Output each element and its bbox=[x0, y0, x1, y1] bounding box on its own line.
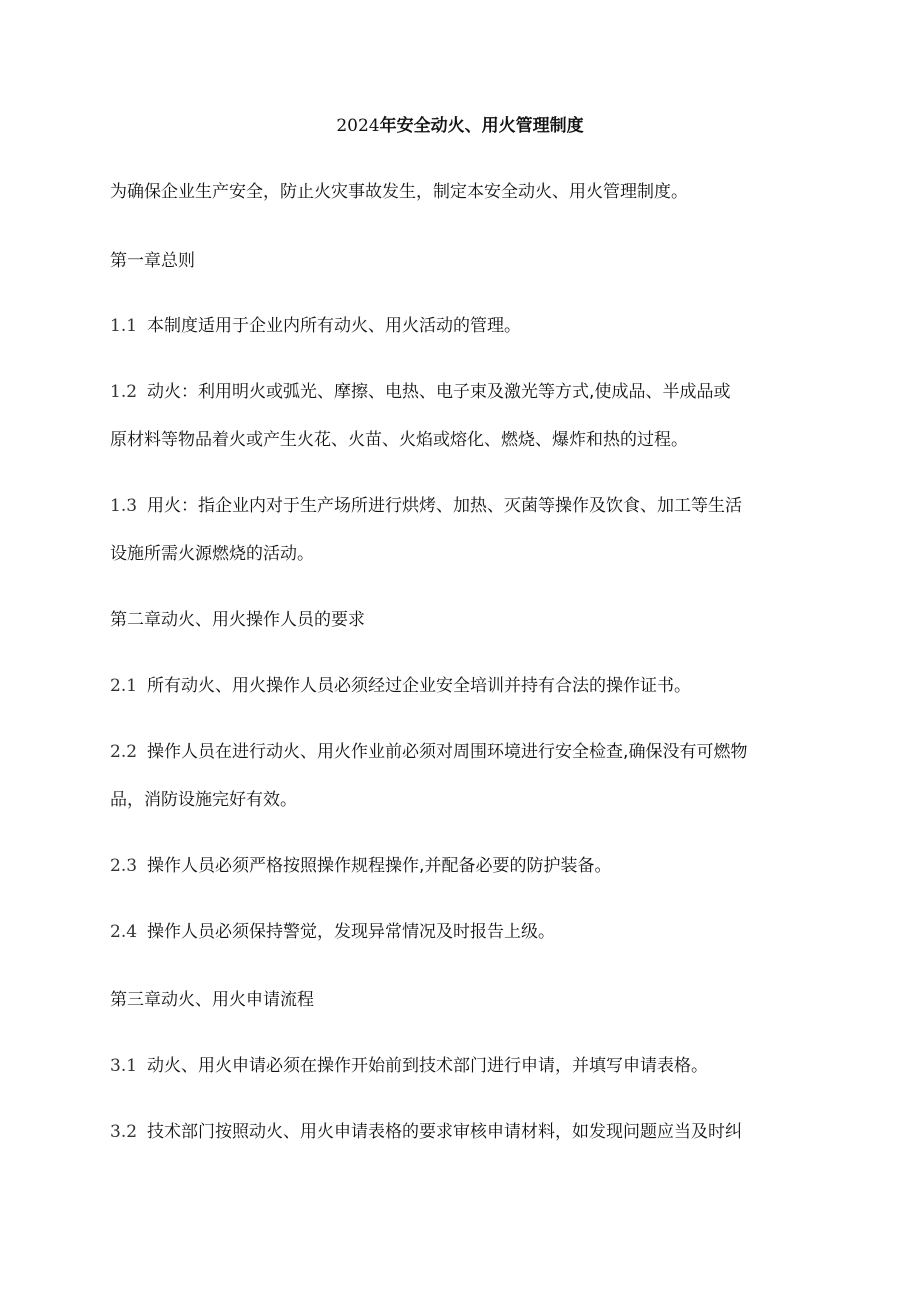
clause-text: 本制度适用于企业内所有动火、用火活动的管理。 bbox=[147, 316, 522, 336]
clause-text: 操作人员必须保持警觉，发现异常情况及时报告上级。 bbox=[147, 922, 556, 942]
clause-text: 动火、用火申请必须在操作开始前到技术部门进行申请，并填写申请表格。 bbox=[147, 1056, 709, 1076]
clause-1-3-continued: 设施所需火源燃烧的活动。 bbox=[110, 544, 314, 564]
chapter-3-heading: 第三章动火、用火申请流程 bbox=[110, 990, 314, 1010]
clause-number: 3.1 bbox=[110, 1056, 138, 1076]
clause-text: 操作人员在进行动火、用火作业前必须对周围环境进行安全检查,确保没有可燃物 bbox=[147, 742, 748, 762]
clause-number: 1.3 bbox=[110, 496, 138, 516]
clause-2-4 bbox=[110, 920, 810, 944]
chapter-2-heading: 第二章动火、用火操作人员的要求 bbox=[110, 610, 365, 630]
chapter-1-heading: 第一章总则 bbox=[110, 251, 195, 271]
clause-text: 所有动火、用火操作人员必须经过企业安全培训并持有合法的操作证书。 bbox=[147, 676, 692, 696]
clause-text: 用火：指企业内对于生产场所进行烘烤、加热、灭菌等操作及饮食、加工等生活 bbox=[147, 496, 743, 516]
clause-2-2 bbox=[110, 740, 810, 764]
clause-2-2-continued: 品，消防设施完好有效。 bbox=[110, 790, 297, 810]
clause-number: 2.1 bbox=[110, 676, 138, 696]
clause-2-3 bbox=[110, 854, 810, 878]
intro-paragraph: 为确保企业生产安全，防止火灾事故发生，制定本安全动火、用火管理制度。 bbox=[110, 182, 688, 202]
clause-3-2 bbox=[110, 1120, 810, 1144]
document-title bbox=[0, 114, 920, 138]
clause-number: 1.1 bbox=[110, 316, 138, 336]
clause-number: 3.2 bbox=[110, 1122, 138, 1142]
clause-text: 操作人员必须严格按照操作规程操作,并配备必要的防护装备。 bbox=[147, 856, 612, 876]
title-year: 2024 bbox=[336, 116, 380, 136]
clause-1-1 bbox=[110, 314, 810, 338]
clause-number: 2.4 bbox=[110, 922, 138, 942]
clause-text: 技术部门按照动火、用火申请表格的要求审核申请材料，如发现问题应当及时纠 bbox=[147, 1122, 743, 1142]
title-text: 年安全动火、用火管理制度 bbox=[379, 116, 584, 136]
clause-text: 动火：利用明火或弧光、摩擦、电热、电子束及激光等方式,使成品、半成品或 bbox=[147, 382, 731, 402]
clause-number: 2.2 bbox=[110, 742, 138, 762]
clause-number: 2.3 bbox=[110, 856, 138, 876]
clause-2-1 bbox=[110, 674, 810, 698]
clause-1-2 bbox=[110, 380, 810, 404]
clause-1-2-continued: 原材料等物品着火或产生火花、火苗、火焰或熔化、燃烧、爆炸和热的过程。 bbox=[110, 430, 688, 450]
clause-1-3 bbox=[110, 494, 810, 518]
clause-number: 1.2 bbox=[110, 382, 138, 402]
clause-3-1 bbox=[110, 1054, 810, 1078]
